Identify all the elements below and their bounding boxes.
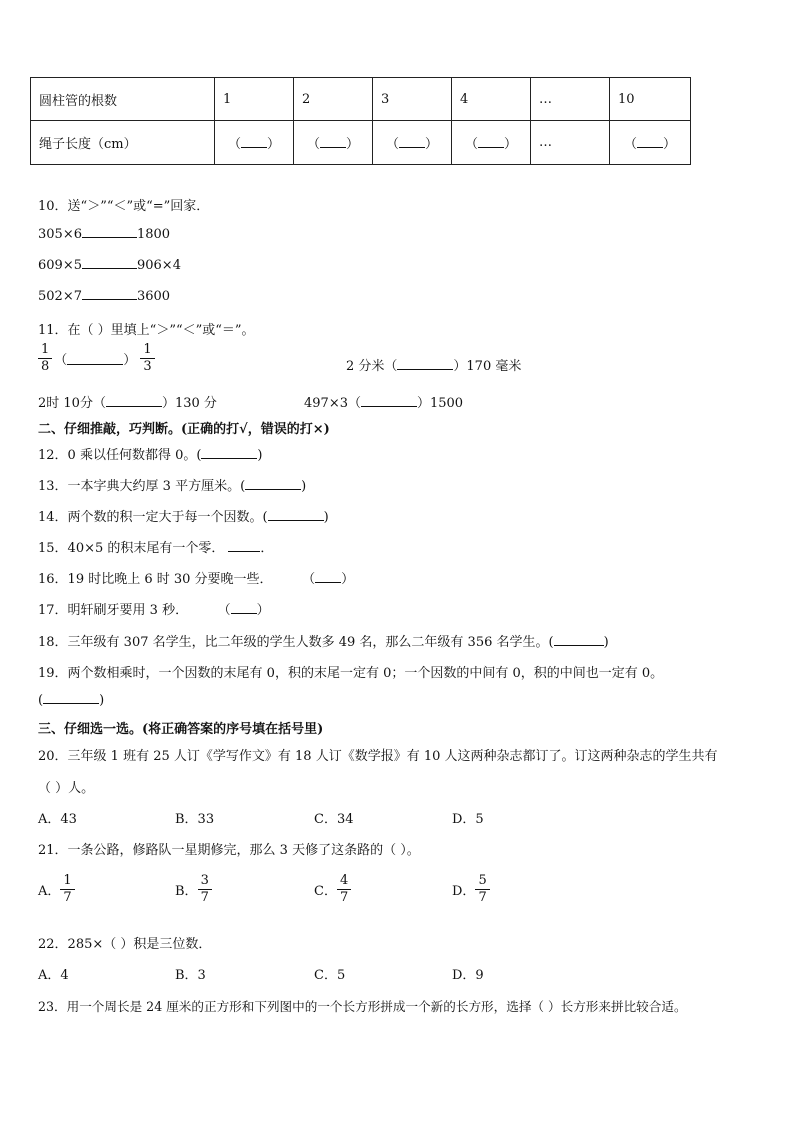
question-10a: 305×6 1800	[38, 227, 171, 242]
table-cell: 1	[215, 78, 294, 121]
question-11d: 497×3（ ）1500	[304, 396, 464, 411]
answer-blank[interactable]	[201, 447, 257, 459]
table-cell: 3	[373, 78, 452, 121]
choice-a[interactable]: A．43	[38, 812, 77, 827]
answer-blank[interactable]	[397, 358, 453, 370]
table-row	[31, 78, 691, 121]
answer-cell[interactable]: （ ）	[215, 121, 294, 165]
choice-d[interactable]: D．5	[452, 812, 484, 827]
question-11b: 2 分米（ ）170 毫米	[346, 359, 522, 374]
table-cell: 10	[610, 78, 691, 121]
question-11a: $\frac{1}{8}$ （ ） $\frac{1}{3}$	[38, 343, 155, 375]
answer-blank[interactable]	[231, 602, 257, 614]
choice-c[interactable]: C．5	[314, 968, 346, 983]
question-19-answer: ( )	[38, 693, 105, 708]
answer-blank[interactable]	[82, 226, 137, 238]
answer-blank[interactable]	[315, 571, 341, 583]
fraction: $\frac{5}{7}$	[475, 874, 489, 906]
answer-blank[interactable]	[67, 353, 123, 365]
question-20-line2: （ ）人。	[38, 781, 95, 796]
section-2-heading: 二、仔细推敲，巧判断。(正确的打√，错误的打×)	[38, 422, 330, 437]
answer-blank[interactable]	[43, 692, 99, 704]
question-13: 13．一本字典大约厚 3 平方厘米。( )	[38, 479, 307, 494]
choice-d[interactable]: D． $\frac{5}{7}$	[452, 874, 490, 906]
fraction: $\frac{1}{3}$	[140, 343, 154, 375]
table-header-cell: 绳子长度（cm）	[31, 121, 215, 165]
rope-length-table	[30, 77, 691, 165]
choice-b[interactable]: B．3	[175, 968, 206, 983]
choice-b[interactable]: B． $\frac{3}{7}$	[175, 874, 212, 906]
fraction: $\frac{4}{7}$	[337, 874, 351, 906]
question-12: 12．0 乘以任何数都得 0。( )	[38, 448, 263, 463]
question-23: 23．用一个周长是 24 厘米的正方形和下列图中的一个长方形拼成一个新的长方形，选择（ ）长方形来拼比较合适。	[38, 999, 687, 1014]
question-18: 18．三年级有 307 名学生，比二年级的学生人数多 49 名，那么二年级有 356 名学生。( )	[38, 635, 609, 650]
answer-blank[interactable]	[554, 634, 604, 646]
question-15: 15．40×5 的积末尾有一个零． ．	[38, 541, 274, 556]
answer-cell[interactable]: （ ）	[294, 121, 373, 165]
question-14: 14．两个数的积一定大于每一个因数。( )	[38, 510, 329, 525]
table-row	[31, 121, 691, 165]
table-header-cell: 圆柱管的根数	[31, 78, 215, 121]
question-21: 21．一条公路，修路队一星期修完，那么 3 天修了这条路的（ ）。	[38, 843, 420, 858]
fraction: $\frac{1}{7}$	[60, 874, 74, 906]
question-10c: 502×7 3600	[38, 289, 171, 304]
question-11c: 2时 10分（ ）130 分	[38, 396, 217, 411]
answer-cell[interactable]: （ ）	[373, 121, 452, 165]
table-cell: …	[531, 78, 610, 121]
choice-d[interactable]: D．9	[452, 968, 484, 983]
choice-b[interactable]: B．33	[175, 812, 215, 827]
fraction: $\frac{1}{8}$	[38, 343, 52, 375]
table-cell: …	[531, 121, 610, 165]
choice-c[interactable]: C．34	[314, 812, 354, 827]
fraction: $\frac{3}{7}$	[198, 874, 212, 906]
answer-cell[interactable]: （ ）	[610, 121, 691, 165]
answer-blank[interactable]	[82, 257, 137, 269]
question-16: 16．19 时比晚上 6 时 30 分要晚一些． （ ）	[38, 572, 355, 587]
answer-blank[interactable]	[228, 540, 260, 552]
choice-a[interactable]: A．4	[38, 968, 69, 983]
table-cell: 2	[294, 78, 373, 121]
section-3-heading: 三、仔细选一选。(将正确答案的序号填在括号里)	[38, 722, 324, 737]
answer-blank[interactable]	[245, 478, 301, 490]
question-19: 19．两个数相乘时，一个因数的末尾有 0，积的末尾一定有 0；一个因数的中间有 0，积的中间也一定有 0。	[38, 666, 664, 681]
answer-blank[interactable]	[361, 395, 417, 407]
answer-blank[interactable]	[268, 509, 324, 521]
question-17: 17．明轩刷牙要用 3 秒． （ ）	[38, 603, 270, 618]
table-cell: 4	[452, 78, 531, 121]
question-10-title: 10．送“＞”“＜”或“=”回家．	[38, 199, 210, 214]
question-11-title: 11．在（ ）里填上“＞”“＜”或“＝”。	[38, 323, 255, 338]
question-20: 20．三年级 1 班有 25 人订《学写作文》有 18 人订《数学报》有 10 人这两种杂志都订了。订这两种杂志的学生共有	[38, 749, 718, 764]
question-10b: 609×5 906×4	[38, 258, 181, 273]
question-22: 22．285×（ ）积是三位数．	[38, 937, 212, 952]
choice-c[interactable]: C． $\frac{4}{7}$	[314, 874, 351, 906]
answer-cell[interactable]: （ ）	[452, 121, 531, 165]
answer-blank[interactable]	[82, 288, 137, 300]
answer-blank[interactable]	[106, 395, 162, 407]
choice-a[interactable]: A． $\frac{1}{7}$	[38, 874, 75, 906]
